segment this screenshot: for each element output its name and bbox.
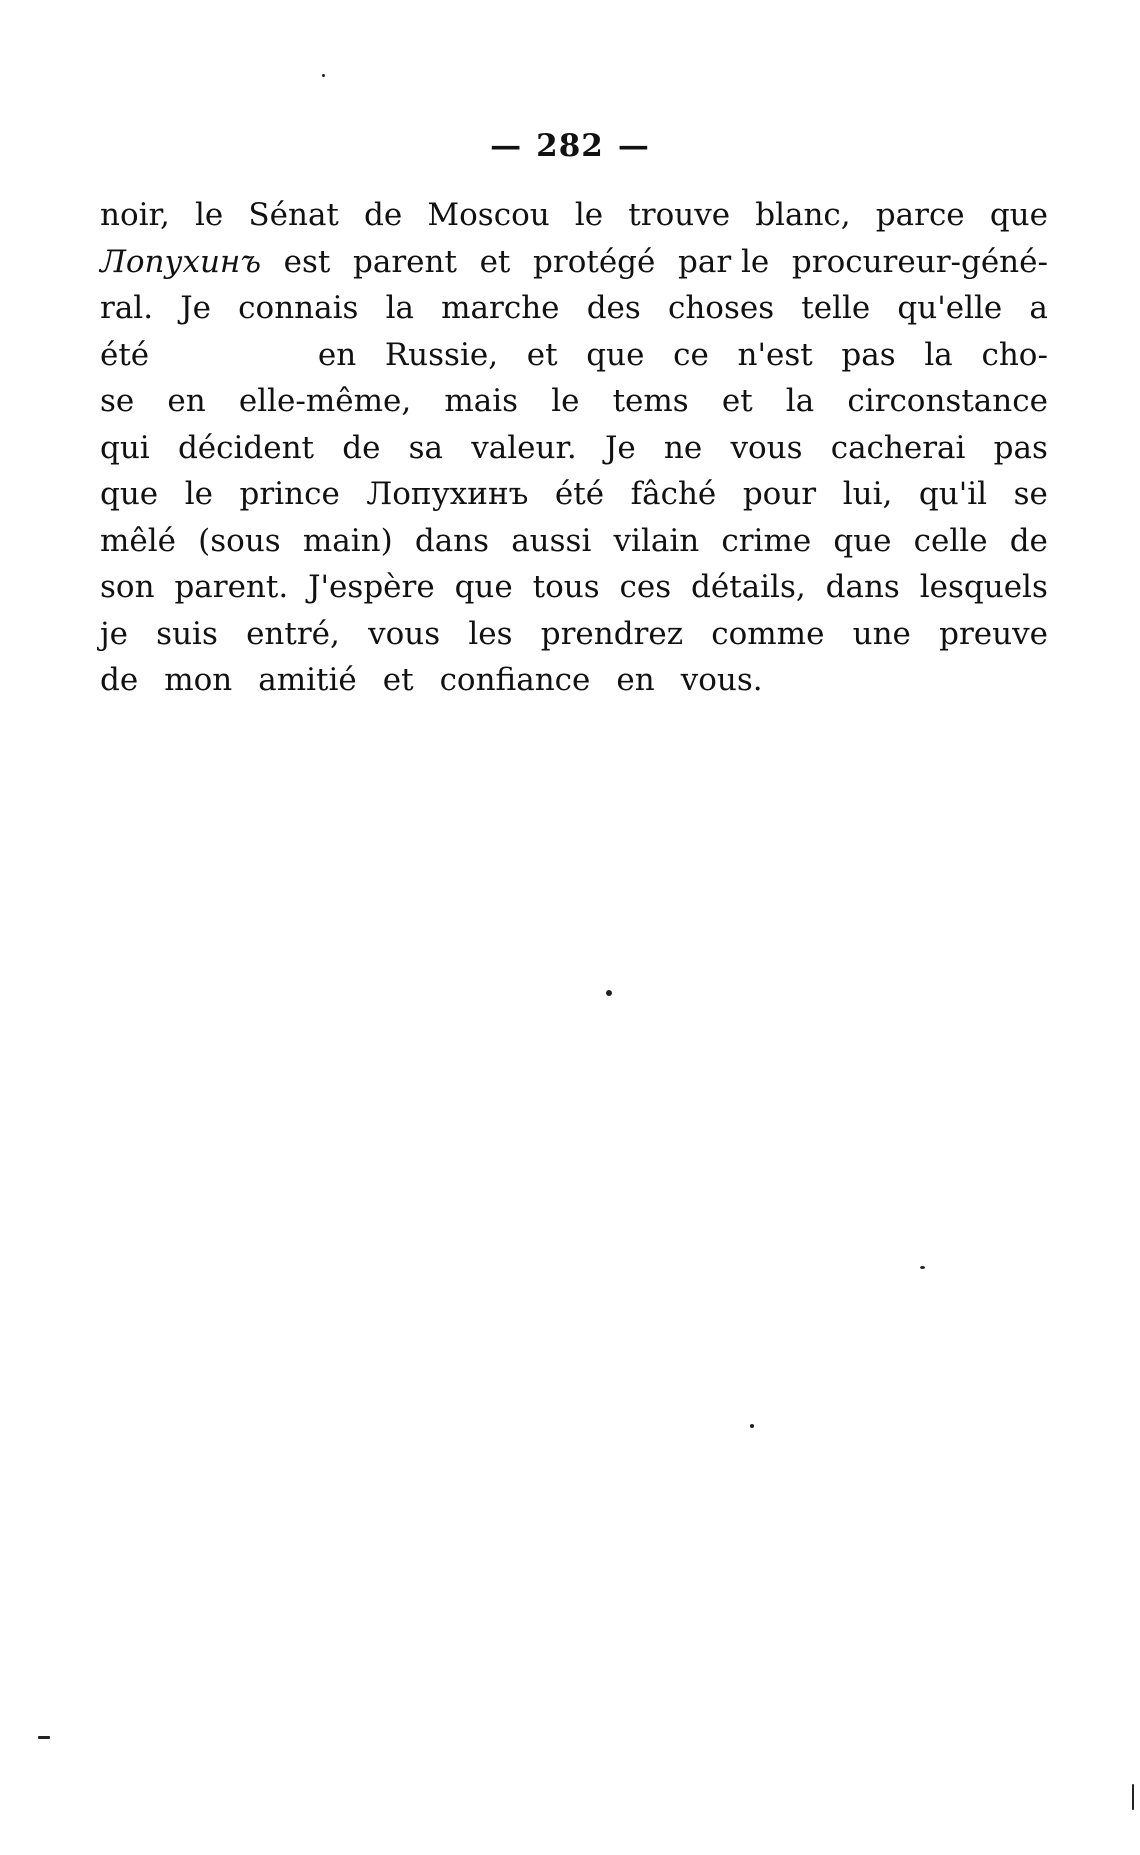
word: que [833,522,892,559]
text-line-3 [100,285,1048,332]
text-line-7 [100,471,1048,518]
word: les [468,615,513,652]
word: Russie, [384,336,499,373]
word: mais [444,383,519,419]
word: valeur. [471,429,577,466]
text-line-4 [100,332,1048,379]
word: vous [368,615,441,652]
word: telle [801,290,871,326]
word: et [382,662,414,698]
word: la [924,336,953,373]
scan-speck [322,74,325,77]
word: et [526,336,558,373]
word: pas [993,429,1048,466]
word: Je [180,290,212,326]
word: cho- [981,336,1048,373]
word: aussi [511,522,592,559]
text-line-8 [100,518,1048,565]
word: se [100,383,135,419]
word: crime [721,522,812,559]
word: et [479,243,511,280]
word: de [364,197,403,233]
word: que [586,336,645,373]
word: Sénat [248,197,339,233]
word: suis [156,615,218,652]
word: dans [825,569,900,605]
word: n'est [737,336,813,373]
word: Moscou [427,197,550,233]
word: ne [663,429,703,466]
word: circonstance [847,383,1048,419]
text-line-9 [100,564,1048,611]
word: qu'elle [897,290,1003,326]
word: se [1013,476,1048,512]
word: (sous [198,522,281,559]
word: de [100,662,139,698]
word: cacherai [830,429,966,466]
word: mon [164,662,233,698]
word: lesquels [919,569,1048,605]
page-number-dash-left: — [490,128,523,164]
word: en [317,336,357,373]
word: a [1029,290,1048,326]
word: noir, [100,197,170,233]
word: vous. [680,662,763,698]
word: pour [742,476,817,512]
word: elle-même, [238,383,412,419]
word: marche [441,290,560,326]
word: que [100,476,159,512]
scan-speck [750,1424,754,1428]
word: fâché [630,476,717,512]
word: confiance [439,662,591,698]
word: la [785,383,815,419]
word: celle [913,522,988,559]
text-line-11 [100,657,1048,704]
word: preuve [939,615,1048,652]
word: été [554,476,605,512]
word: des [586,290,641,326]
word: en [167,383,206,419]
word: ral. [100,290,154,326]
word: connais [238,290,359,326]
word: le [551,383,580,419]
word: J'espère [308,569,435,605]
word: et [721,383,753,419]
word: en [616,662,655,698]
word: décident [177,429,315,466]
word: Je [604,429,636,466]
word: blanc, [755,197,851,233]
word: ces [619,569,672,605]
scan-speck [920,1266,925,1269]
word: tems [612,383,689,419]
word: le [194,197,224,233]
word: tous [532,569,600,605]
body-text [100,192,1048,704]
word: qui [100,429,150,466]
scan-speck [1132,1784,1134,1810]
word: parce [875,197,965,233]
word: été [100,336,150,373]
word: vous [730,429,803,466]
text-line-1 [100,192,1048,239]
text-line-5 [100,378,1048,425]
word: lui, [842,476,893,512]
text-line-6 [100,425,1048,472]
page-number-value: 282 [536,128,604,164]
word: comme [711,615,825,652]
word: par le [678,243,770,280]
word: la [385,290,414,326]
name-lopukhin-italic: Лопухинъ [100,243,262,280]
word: que [989,197,1048,233]
scan-speck [38,1736,50,1739]
word: main) [302,522,393,559]
word: le [574,197,604,233]
word: sa [408,429,444,466]
word: détails, [691,569,806,605]
word: parent. [174,569,289,605]
word: prendrez [540,615,684,652]
text-line-2 [100,239,1048,286]
word: parent [353,243,457,280]
word: choses [667,290,775,326]
word: de [342,429,381,466]
word: qu'il [918,476,988,512]
word: prince [239,476,340,512]
word: est [283,243,331,280]
word: son [100,569,155,605]
word: ce [673,336,709,373]
word: protégé [533,243,656,280]
word: le [184,476,213,512]
text-line-10 [100,611,1048,658]
page-number-dash-right: — [617,128,650,164]
word: vilain [613,522,700,559]
word: dans [414,522,490,559]
word: mêlé [100,522,177,559]
name-lopukhin: Лопухинъ [366,476,529,512]
word: que [454,569,513,605]
word [100,332,289,379]
word: procureur-géné- [791,243,1048,280]
word: je [100,615,128,652]
page-number [0,128,1140,164]
word: amitié [258,662,357,698]
scan-speck [606,990,612,996]
word: pas [841,336,896,373]
word: entré, [246,615,340,652]
word: de [1009,522,1048,559]
word: trouve [628,197,731,233]
word: une [852,615,911,652]
